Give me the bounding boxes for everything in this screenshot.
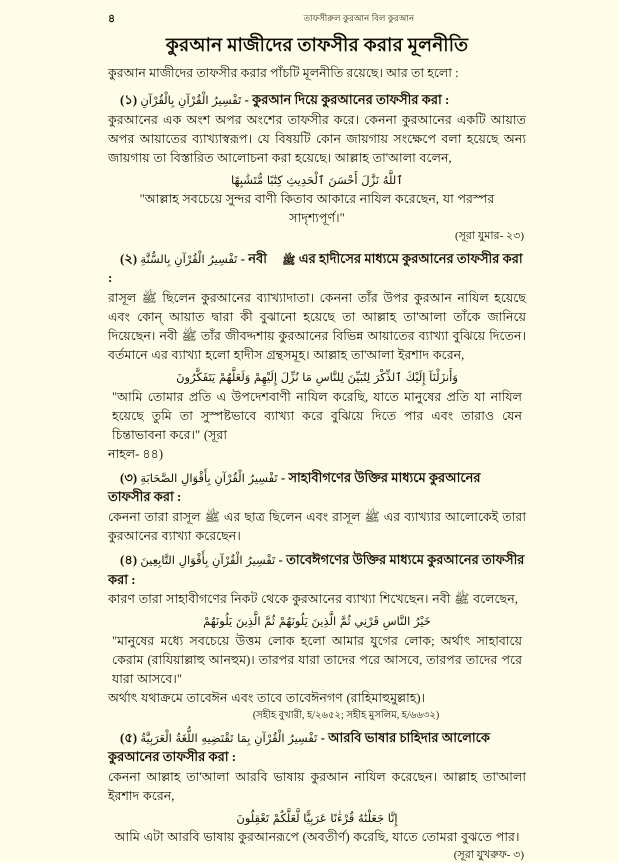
- section-1-heading-text: - কুরআন দিয়ে কুরআনের তাফসীর করা :: [245, 92, 450, 107]
- section-3-number: (৩): [120, 470, 137, 485]
- section-5-reference: (সূরা যুখরুফ- ৩): [108, 848, 524, 863]
- running-head: [108, 14, 526, 30]
- section-4-arabic-term: تَفْسِيرُ الْقُرْآنِ بِأَقْوَالِ التَّابِعِينَ: [140, 553, 275, 567]
- section-4-heading: [108, 550, 526, 589]
- section-2-reference: নাহল- ৪৪): [108, 445, 526, 464]
- section-3-heading: [108, 468, 526, 507]
- section-2-arabic-term: تَفْسِيرُ الْقُرْآنِ بِالسُّنَّةِ: [140, 252, 237, 266]
- section-4-translation-tail: অর্থাৎ যথাক্রমে তাবেঈন এবং তাবে তাবেঈনগণ (রাহিমাহুমুল্লাহ)।: [108, 689, 526, 708]
- section-5-arabic-term: تَفْسِيرُ الْقُرْآنِ بِمَا تَقْتَضِيهِ اللُّغَةُ الْعَرَبِيَّةُ: [140, 731, 317, 745]
- page-title: কুরআন মাজীদের তাফসীর করার মূলনীতি: [108, 35, 526, 58]
- section-2-heading: [108, 249, 526, 288]
- section-2-ayah: وَأَنزَلْنَآ إِلَيْكَ ٱلذِّكْرَ لِتُبَيِّنَ لِلنَّاسِ مَا نُزِّلَ إِلَيْهِمْ وَلَعَلَّهُمْ يَتَفَكَّرُونَ: [108, 368, 526, 386]
- section-4-translation: "মানুষের মধ্যে সবচেয়ে উত্তম লোক হলো আমার যুগের লোক; অর্থাৎ সাহাবায়ে কেরাম (রাযিয়াল্লাহু আনহুম)। তারপর যারা তাদের পরে আসবে, তারপর তাদের পরে যারা আসবে।": [108, 632, 526, 689]
- section-4-number: (৪): [120, 552, 137, 567]
- section-5-body: কেননা আল্লাহ তা'আলা আরবি ভাষায় কুরআন নাযিল করেছেন। আল্লাহ তা'আলা ইরশাদ করেন,: [108, 768, 526, 806]
- section-4-heading-text: - তাবেঈগণের উক্তির মাধ্যমে কুরআনের তাফসীর করা :: [108, 552, 524, 587]
- section-1: [108, 90, 526, 245]
- section-1-translation: "আল্লাহ সবচেয়ে সুন্দর বাণী কিতাব আকারে নাযিল করেছেন, যা পরস্পর সাদৃশ্যপূর্ণ।": [108, 190, 526, 228]
- section-1-arabic-term: تَفْسِيرُ الْقُرْآنِ بِالْقُرْآنِ: [140, 93, 241, 107]
- section-4-body: কারণ তারা সাহাবীগণের নিকট থেকে কুরআনের ব্যাখ্যা শিখেছেন। নবী ﷺ বলেছেন,: [108, 590, 526, 609]
- section-5-heading: [108, 728, 526, 767]
- section-1-number: (১): [120, 92, 137, 107]
- section-5-heading-text: - আরবি ভাষার চাহিদার আলোকে কুরআনের তাফসীর করা :: [108, 730, 490, 765]
- section-1-body: কুরআনের এক অংশ অপর অংশের তাফসীর করে। কেননা কুরআনের একটি আয়াত অপর আয়াতের ব্যাখ্যাস্বরূপ। যে বিষয়টি কোন জায়গায় সংক্ষেপে বলা হয়েছে অন্য জায়গায় তা বিস্তারিত আলোচনা করা হয়েছে। আল্লাহ তা'আলা বলেন,: [108, 111, 526, 168]
- section-4-reference: (সহীহ বুখারী, হ/২৬৫২; সহীহ মুসলিম, হ/৬৬৩২): [138, 709, 554, 724]
- section-5-translation: আমি এটা আরবি ভাষায় কুরআনরূপে (অবতীর্ণ) করেছি, যাতে তোমরা বুঝতে পার।: [108, 828, 526, 847]
- page-number: ৪: [108, 14, 115, 25]
- section-4: [108, 550, 526, 724]
- section-2-translation: "আমি তোমার প্রতি এ উপদেশবাণী নাযিল করেছি, যাতে মানুষের প্রতি যা নাযিল হয়েছে তুমি তা সুস্পষ্টভাবে ব্যাখ্যা করে বুঝিয়ে দিতে পার এবং তারাও যেন চিন্তাভাবনা করে।" (সূরা: [108, 388, 526, 445]
- section-2-number: (২): [120, 251, 137, 266]
- section-2-heading-post: এর হাদীসের মাধ্যমে কুরআনের তাফসীর করা :: [108, 251, 523, 286]
- section-3: [108, 468, 526, 546]
- section-5-ayah: إِنَّا جَعَلْنَٰهُ قُرْءَٰنًا عَرَبِيًّا لَّعَلَّكُمْ تَعْقِلُونَ: [108, 809, 526, 827]
- section-2: [108, 249, 526, 464]
- section-1-heading: [108, 90, 526, 110]
- section-5: [108, 728, 526, 863]
- running-head-title: তাফসীরুল কুরআন বিল কুরআন: [150, 14, 568, 23]
- sallallahu-alayhi-wasallam-icon: ﷺ: [270, 253, 295, 270]
- section-3-arabic-term: تَفْسِيرُ الْقُرْآنِ بِأَقْوَالِ الصَّحَابَةِ: [140, 471, 277, 485]
- section-5-number: (৫): [120, 730, 137, 745]
- section-3-body: কেননা তারা রাসূল ﷺ এর ছাত্র ছিলেন এবং রাসূল ﷺ এর ব্যাখ্যার আলোকেই তারা কুরআনের ব্যাখ্যা করেছেন।: [108, 508, 526, 546]
- chapter-lead-paragraph: কুরআন মাজীদের তাফসীর করার পাঁচটি মূলনীতি রয়েছে। আর তা হলো :: [108, 64, 526, 83]
- section-2-heading-pre: - নবী: [241, 251, 267, 266]
- section-2-body: রাসূল ﷺ ছিলেন কুরআনের ব্যাখ্যাদাতা। কেননা তাঁর উপর কুরআন নাযিল হয়েছে এবং কোন্ আয়াত দ্বারা কী বুঝানো হয়েছে তা আল্লাহ তা'আলা তাঁকে জানিয়ে দিয়েছেন। নবী ﷺ তাঁর জীবদ্দশায় কুরআনের বিভিন্ন আয়াতের ব্যাখ্যা বুঝিয়ে দিতেন। বর্তমানে এর ব্যাখ্যা হলো হাদীস গ্রন্থসমূহ। আল্লাহ তা'আলা ইরশাদ করেন,: [108, 289, 526, 366]
- section-4-hadith: خَيْرُ النَّاسِ قَرْنِي ثُمَّ الَّذِينَ يَلُونَهُمْ ثُمَّ الَّذِينَ يَلُونَهُمْ: [108, 612, 526, 630]
- section-3-heading-text: - সাহাবীগণের উক্তির মাধ্যমে কুরআনের তাফসীর করা :: [108, 470, 481, 505]
- section-1-ayah: ٱللَّهُ نَزَّلَ أَحْسَنَ ٱلْحَدِيثِ كِتَٰبًا مُّتَشَٰبِهًا: [108, 171, 526, 189]
- section-1-reference: (সূরা যুমার- ২৩): [108, 229, 524, 245]
